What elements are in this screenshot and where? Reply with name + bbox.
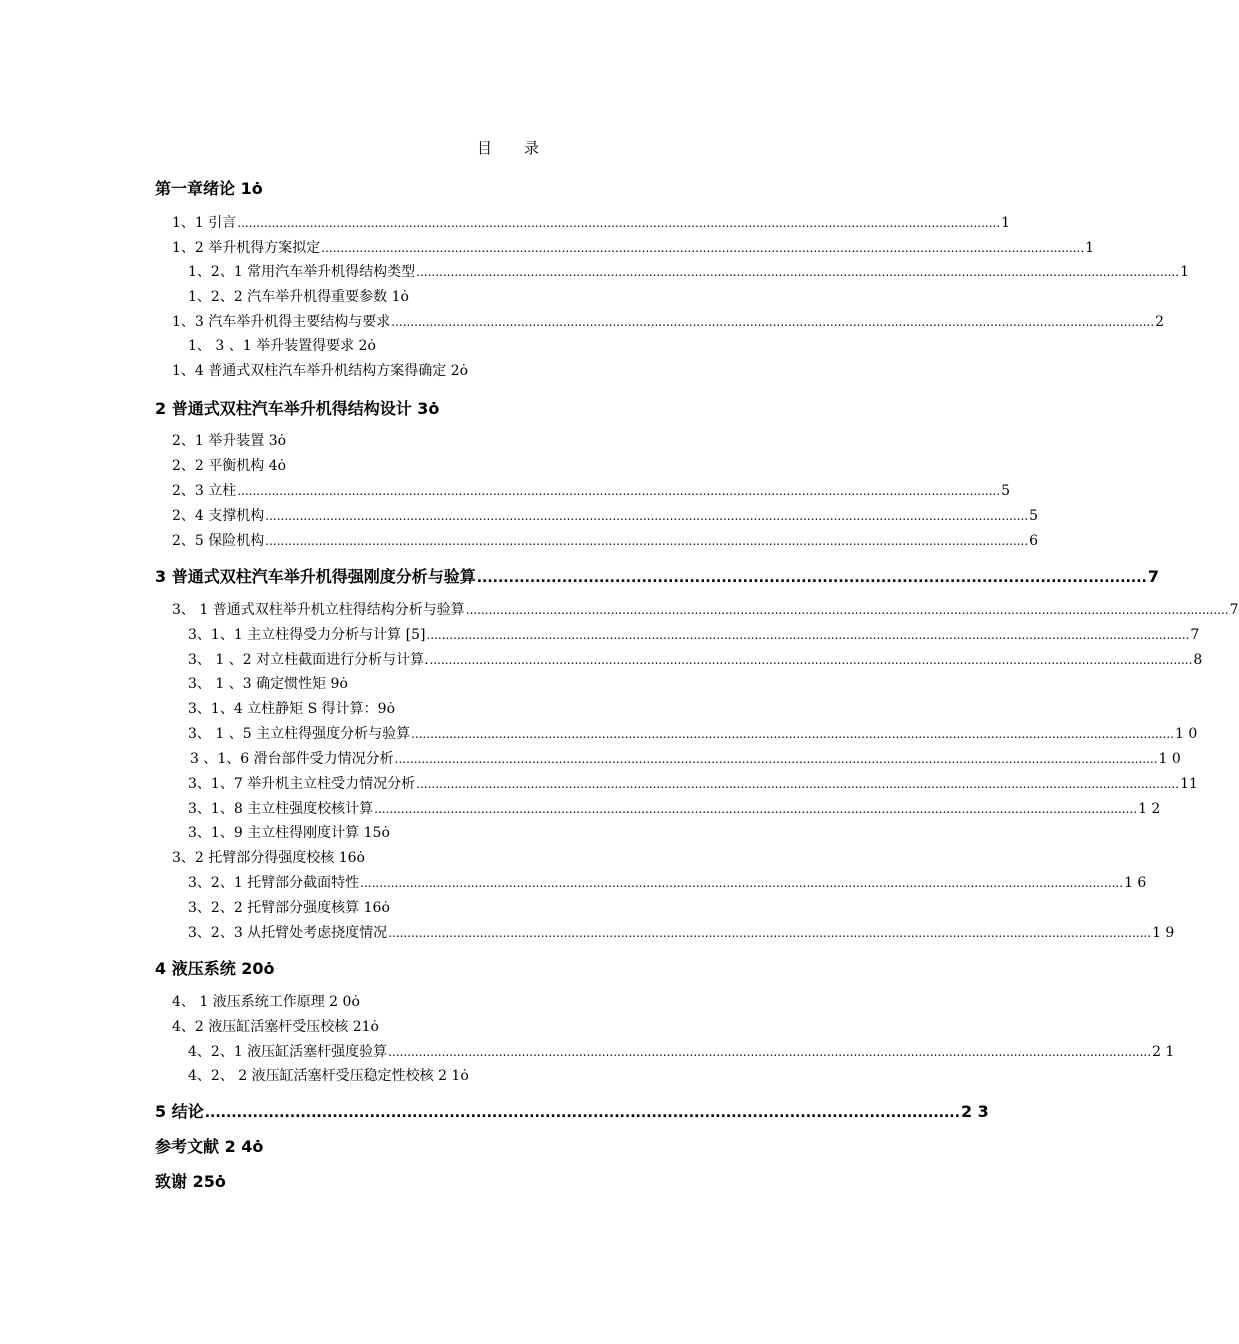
toc-entry-1-4[interactable]: 1、4 普通式双柱汽车举升机结构方案得确定 2 ȯ (172, 363, 469, 379)
toc-entry-1-3-1[interactable]: 1、 3 、1 举升装置得要求 2 ȯ (188, 338, 376, 354)
toc-entry-1-2-1[interactable]: 1、2、1 常用汽车举升机得结构类型 ........................................................................................................................................................................................................ 1 (188, 264, 1189, 280)
toc-entry-3-1-8[interactable]: 3、1、8 主立柱强度校核计算 ........................................................................................................................................................................................................ 1 2 (188, 801, 1161, 817)
toc-entry-3-1-4[interactable]: 3、1、4 立柱静矩 S 得计算：9 ȯ (188, 701, 396, 717)
toc-entry-3-2-3[interactable]: 3、2、3 从托臂处考虑挠度情况 ........................................................................................................................................................................................................ 1 9 (188, 925, 1175, 941)
toc-chapter-5[interactable]: 5 结论 .............................................................................................................................................. 2 3 (155, 1102, 989, 1121)
toc-entry-4-2-1[interactable]: 4、2、1 液压缸活塞杆强度验算 ........................................................................................................................................................................................................ 2 1 (188, 1044, 1175, 1060)
toc-entry-3-2-2[interactable]: 3、2、2 托臂部分强度核算 16 ȯ (188, 900, 390, 916)
toc-entry-3-1[interactable]: 3、 1 普通式双柱举升机立柱得结构分析与验算 ........................................................................................................................................................................................................ 7 (172, 602, 1239, 618)
toc-entry-2-5[interactable]: 2、5 保险机构 ........................................................................................................................................................................................................ 6 (172, 533, 1039, 549)
toc-entry-4-2-2[interactable]: 4、2、 2 液压缸活塞杆受压稳定性校核 2 1 ȯ (188, 1068, 469, 1084)
toc-entry-3-1-7[interactable]: 3、1、7 举升机主立柱受力情况分析 ........................................................................................................................................................................................................ 11 (188, 776, 1198, 792)
toc-entry-1-2-2[interactable]: 1、2、2 汽车举升机得重要参数 1 ȯ (188, 289, 409, 305)
toc-title-char-2: 录 (524, 139, 540, 157)
toc-entry-3-1-6[interactable]: 3 、1、6 滑台部件受力情况分析 ........................................................................................................................................................................................................ 1 0 (190, 751, 1181, 767)
toc-entry-4-1[interactable]: 4、 1 液压系统工作原理 2 0 ȯ (172, 994, 360, 1010)
toc-entry-3-1-9[interactable]: 3、1、9 主立柱得刚度计算 15 ȯ (188, 825, 390, 841)
toc-entry-3-1-5[interactable]: 3、 1 、5 主立柱得强度分析与验算 ........................................................................................................................................................................................................ 1 0 (188, 726, 1198, 742)
toc-title-char-1: 目 (476, 139, 492, 157)
toc-title (0, 137, 1016, 158)
toc-entry-3-1-3[interactable]: 3、 1 、3 确定惯性矩 9 ȯ (188, 676, 348, 692)
toc-chapter-4[interactable]: 4 液压系统 20 ȯ (155, 959, 275, 978)
toc-acknowledgements[interactable]: 致谢 25 ȯ (155, 1172, 226, 1191)
toc-entry-2-1[interactable]: 2、1 举升装置 3 ȯ (172, 433, 287, 449)
toc-chapter-3[interactable]: 3 普通式双柱汽车举升机得强刚度分析与验算 .............................................................................................................................. 7 (155, 567, 1159, 586)
toc-entry-2-3[interactable]: 2、3 立柱 ........................................................................................................................................................................................................ 5 (172, 483, 1011, 499)
toc-entry-1-2[interactable]: 1、2 举升机得方案拟定 ........................................................................................................................................................................................................ 1 (172, 240, 1095, 256)
toc-entry-1-1[interactable]: 1、1 引言 ........................................................................................................................................................................................................ 1 (172, 215, 1011, 231)
toc-entry-2-4[interactable]: 2、4 支撑机构 ........................................................................................................................................................................................................ 5 (172, 508, 1039, 524)
toc-entry-1-3[interactable]: 1、3 汽车举升机得主要结构与要求 ........................................................................................................................................................................................................ 2 (172, 314, 1165, 330)
toc-entry-3-2-1[interactable]: 3、2、1 托臂部分截面特性 ........................................................................................................................................................................................................ 1 6 (188, 875, 1147, 891)
toc-entry-3-1-2[interactable]: 3、 1 、2 对立柱截面进行分析与计算. ........................................................................................................................................................................................................ 8 (188, 652, 1203, 668)
toc-chapter-1[interactable]: 第一章绪论 1 ȯ (155, 179, 263, 198)
toc-entry-4-2[interactable]: 4、2 液压缸活塞杆受压校核 21 ȯ (172, 1019, 379, 1035)
toc-entry-2-2[interactable]: 2、2 平衡机构 4 ȯ (172, 458, 287, 474)
toc-references[interactable]: 参考文献 2 4 ȯ (155, 1137, 264, 1156)
toc-chapter-2[interactable]: 2 普通式双柱汽车举升机得结构设计 3 ȯ (155, 399, 440, 418)
toc-entry-3-2[interactable]: 3、2 托臂部分得强度校核 16 ȯ (172, 850, 365, 866)
toc-entry-3-1-1[interactable]: 3、1、1 主立柱得受力分析与计算 [5] ........................................................................................................................................................................................................ 7 (188, 627, 1200, 643)
